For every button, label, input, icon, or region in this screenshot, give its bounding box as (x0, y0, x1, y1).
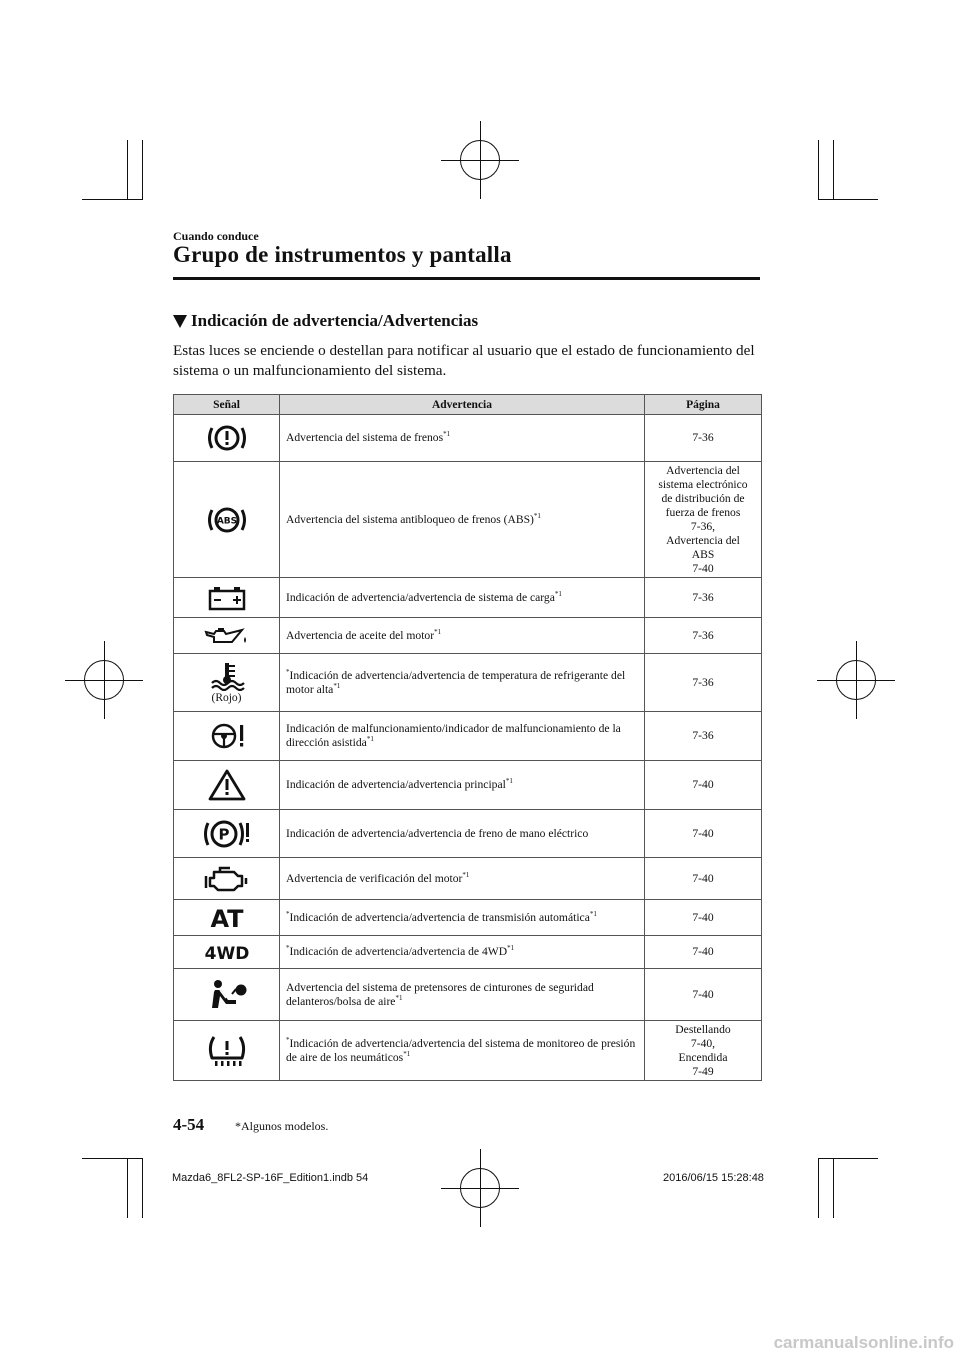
model-mark: * (286, 667, 290, 676)
warning-text: Advertencia del sistema de pretensores de cinturones de seguridad delanteros/bolsa de aire (286, 980, 594, 1008)
page-number: 4-54 (173, 1115, 205, 1134)
registration-mark (460, 140, 500, 180)
footnote: *Algunos modelos. (235, 1119, 329, 1133)
section-label: Cuando conduce (173, 229, 259, 243)
page-ref: ABS (691, 547, 715, 561)
warning-text: Advertencia del sistema antibloqueo de frenos (ABS) (286, 512, 534, 526)
footnote-mark: *1 (403, 1049, 411, 1058)
page-ref: 7-36, (690, 519, 716, 533)
icon-color-note: (Rojo) (211, 692, 242, 704)
footnote-mark: *1 (554, 589, 562, 598)
table-row (174, 1021, 762, 1081)
triangle-down-icon (173, 315, 187, 328)
intro-paragraph: Estas luces se enciende o destellan para notificar al usuario que el estado de funcionamiento del sistema o un malfuncionamiento del sistema. (173, 342, 755, 379)
crop-mark (127, 1158, 128, 1218)
page-ref: Encendida (678, 1050, 728, 1064)
print-slug-date: 2016/06/15 15:28:48 (663, 1172, 764, 1184)
page-ref: Advertencia del (666, 463, 740, 477)
page-ref: Destellando (675, 1022, 731, 1036)
warning-text: Advertencia de aceite del motor (286, 628, 435, 642)
chapter-title: Grupo de instrumentos y pantalla (173, 242, 512, 267)
table-row (174, 969, 762, 1021)
warning-text: Indicación de advertencia/advertencia de freno de mano eléctrico (286, 826, 589, 840)
footnote-mark: *1 (507, 944, 515, 952)
footnote-mark: *1 (434, 627, 442, 636)
check-engine-icon (204, 864, 250, 894)
page-ref: 7-36 (692, 675, 714, 689)
abs-warning-icon (206, 504, 248, 536)
registration-mark (460, 1168, 500, 1208)
header-warning: Advertencia (280, 395, 645, 415)
parking-brake-icon (203, 817, 251, 851)
warning-text: Indicación de advertencia/advertencia de sistema de carga (286, 590, 555, 604)
crop-mark (818, 140, 819, 200)
page-ref: 7-40, (690, 1036, 716, 1050)
tire-pressure-icon (206, 1034, 248, 1068)
model-mark: * (286, 1035, 290, 1044)
table-row (174, 712, 762, 761)
crop-mark (818, 1158, 878, 1159)
table-row (174, 900, 762, 936)
page-ref: 7-40 (692, 945, 714, 958)
footnote-mark: *1 (366, 735, 374, 743)
warning-text: Indicación de advertencia/advertencia de 4WD (289, 945, 508, 958)
coolant-temperature-icon (209, 661, 245, 691)
footnote-mark: *1 (505, 777, 513, 785)
warning-text: Advertencia del sistema de frenos (286, 431, 444, 444)
page-ref: de distribución de (661, 491, 745, 505)
crop-mark (818, 199, 878, 200)
page-ref: 7-36 (692, 729, 714, 742)
sub-heading (173, 311, 478, 331)
page-ref: 7-36 (692, 431, 714, 444)
svg-text:P: P (218, 825, 229, 843)
svg-text:ABS: ABS (216, 516, 237, 526)
registration-mark (836, 660, 876, 700)
oil-can-icon (204, 625, 250, 647)
footnote-mark: *1 (395, 993, 403, 1002)
warning-text: Indicación de advertencia/advertencia principal (286, 778, 506, 791)
footnote-mark: *1 (462, 870, 470, 879)
page-ref: sistema electrónico (658, 477, 748, 491)
4wd-icon (199, 941, 255, 963)
page-ref: 7-40 (692, 561, 714, 575)
warning-table (173, 394, 762, 1081)
warning-text: Indicación de advertencia/advertencia de transmisión automática (289, 910, 590, 924)
header-page: Página (645, 395, 762, 415)
table-row (174, 761, 762, 810)
4wd-icon-label: 4WD (204, 944, 249, 963)
crop-mark (82, 199, 142, 200)
crop-mark (818, 1158, 819, 1218)
table-row (174, 858, 762, 900)
airbag-icon (206, 978, 248, 1012)
crop-mark (82, 1158, 142, 1159)
warning-text: Indicación de malfuncionamiento/indicador de malfuncionamiento de la dirección asistida (286, 722, 621, 749)
crop-mark (142, 140, 143, 200)
table-header-row (174, 395, 762, 415)
page-ref: 7-36 (692, 628, 714, 642)
header-signal: Señal (174, 395, 280, 415)
registration-mark (84, 660, 124, 700)
at-icon (207, 905, 247, 931)
page-ref: Advertencia del (666, 533, 740, 547)
crop-mark (142, 1158, 143, 1218)
power-steering-icon (206, 722, 248, 750)
table-row (174, 936, 762, 969)
page-ref: 7-49 (692, 1064, 714, 1078)
page-ref: 7-40 (692, 987, 714, 1001)
table-row (174, 462, 762, 578)
table-row (174, 578, 762, 618)
master-warning-icon (207, 768, 247, 802)
table-row (174, 618, 762, 654)
crop-mark (833, 1158, 834, 1218)
table-row (174, 810, 762, 858)
page-ref: 7-40 (692, 910, 714, 924)
brake-warning-icon (206, 422, 248, 454)
warning-text: Advertencia de verificación del motor (286, 871, 463, 885)
watermark: carmanualsonline.info (773, 1333, 954, 1352)
battery-icon (207, 585, 247, 611)
page-ref: fuerza de frenos (665, 505, 741, 519)
footnote-mark: *1 (333, 681, 341, 690)
crop-mark (127, 140, 128, 200)
footnote-mark: *1 (443, 430, 451, 438)
page-ref: 7-40 (692, 778, 714, 791)
model-mark: * (286, 909, 290, 918)
crop-mark (833, 140, 834, 200)
page-ref: 7-40 (692, 826, 714, 840)
print-slug-file: Mazda6_8FL2-SP-16F_Edition1.indb 54 (172, 1172, 369, 1184)
at-icon-label: AT (209, 904, 244, 931)
sub-heading-text: Indicación de advertencia/Advertencias (191, 311, 479, 330)
model-mark: * (286, 944, 290, 952)
page-ref: 7-40 (692, 871, 714, 885)
page-ref: 7-36 (692, 590, 714, 604)
warning-text: Indicación de advertencia/advertencia del sistema de monitoreo de presión de aire de los neumáticos (286, 1036, 636, 1064)
header-rule (173, 277, 760, 280)
table-row (174, 415, 762, 462)
table-row (174, 654, 762, 712)
warning-text: Indicación de advertencia/advertencia de temperatura de refrigerante del motor alta (286, 668, 626, 696)
footnote-mark: *1 (589, 909, 597, 918)
footnote-mark: *1 (533, 511, 541, 520)
